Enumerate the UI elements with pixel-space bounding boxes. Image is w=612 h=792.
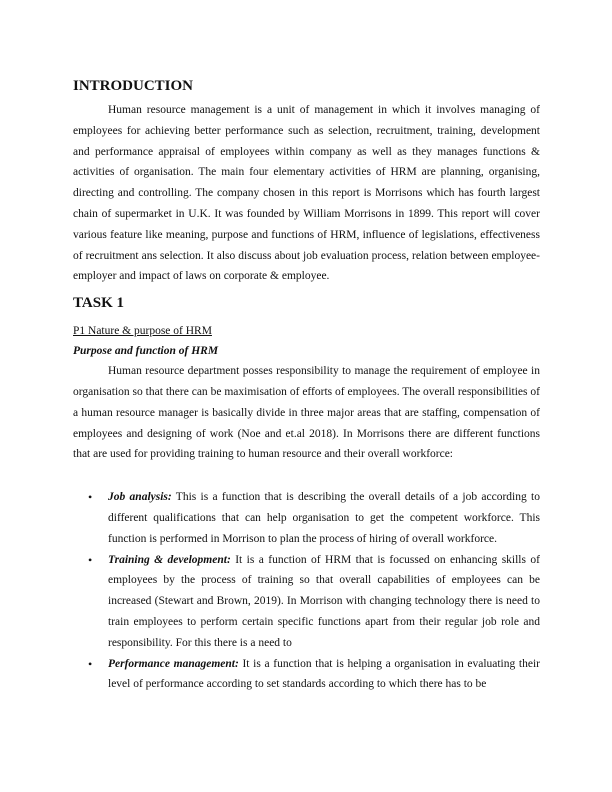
bullet-icon: • <box>88 490 93 505</box>
term-performance-management: Performance management: <box>108 657 239 670</box>
functions-list <box>73 487 540 695</box>
text-performance-management: It is a function that is helping a organisation in evaluating their level of performance according to set standards according to which there has to be <box>108 657 540 691</box>
task1-paragraph: Human resource department posses responsibility to manage the requirement of employee in organisation so that there can be maximisation of efforts of employees. The overall responsibilities of a human resource manager is basically divide in three major areas that are staffing, compensation of employees and designing of work (Noe and et.al 2018). In Morrisons there are different functions that are used for providing training to human resource and their overall workforce: <box>73 365 540 461</box>
section-title: P1 Nature & purpose of HRM <box>73 325 212 338</box>
term-training-development: Training & development: <box>108 553 231 566</box>
bullet-icon: • <box>88 656 93 671</box>
introduction-heading: INTRODUCTION <box>73 78 194 94</box>
bullet-icon: • <box>88 552 93 567</box>
task1-heading: TASK 1 <box>73 295 124 312</box>
text-training-development: It is a function of HRM that is focussed on enhancing skills of employees by the process of training so that overall capabilities of employees can be increased (Stewart and Brown, 2019). In Morrison with changing technology there is need to train employees to perform certain specific functions apart from their regular job role and responsibility. For this there is a need to <box>108 553 540 649</box>
list-item-job-analysis <box>88 487 540 549</box>
introduction-paragraph: Human resource management is a unit of management in which it involves managing of employees for achieving better performance such as selection, recruitment, training, development and performance appraisal of employees within company as well as they manages functions & activities of organisation. The main four elementary activities of HRM are planning, organising, directing and controlling. The company chosen in this report is Morrisons which has fourth largest chain of supermarket in U.K. It was founded by William Morrisons in 1899. This report will cover various feature like meaning, purpose and functions of HRM, influence of legislations, effectiveness of recruitment ans selection. It also discuss about job evaluation process, relation between employee-employer and impact of laws on corporate & employee. <box>73 104 540 283</box>
page-content <box>73 76 540 695</box>
list-item-training-development <box>88 550 540 654</box>
subsection-title: Purpose and function of HRM <box>73 345 219 358</box>
text-job-analysis: This is a function that is describing the overall details of a job according to different qualifications that can help organisation to get the competent workforce. This function is performed in Morrison to plan the process of hiring of overall workforce. <box>108 491 540 545</box>
term-job-analysis: Job analysis: <box>108 491 172 504</box>
list-item-performance-management <box>88 654 540 696</box>
